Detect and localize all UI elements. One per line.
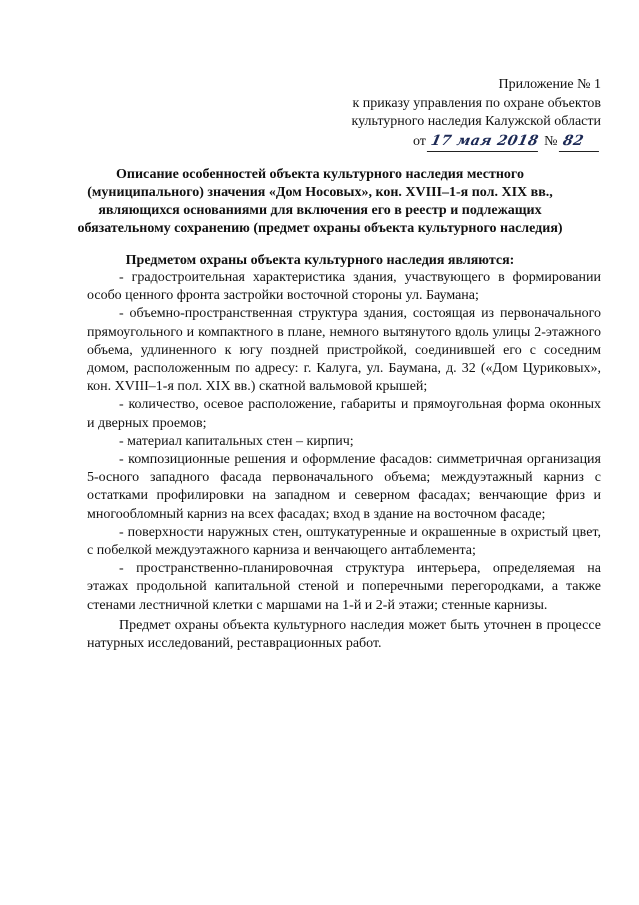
- title-line: являющихся основаниями для включения его в реестр и подлежащих: [98, 203, 542, 218]
- list-item: - градостроительная характеристика здания, участвующего в формировании особо ценного фронта застройки восточной стороны ул. Баумана;: [87, 270, 601, 304]
- closing-paragraph: Предмет охраны объекта культурного наследия может быть уточнен в процессе натурных исследований, реставрационных работ.: [87, 617, 601, 652]
- list-item: - объемно-пространственная структура здания, состоящая из первоначального прямоугольного и компактного в плане, немного вытянутого вдоль улицы 2-этажного объема, удлиненного к югу поздней пристройкой, соединившей его с соседним домом, расположенным по адресу: г. Калуга, ул. Баумана, д. 32 («Дом Цуриковых», кон. XVIII–1-я пол. XIX вв.) скатной вальмовой крышей;: [87, 306, 601, 395]
- appendix-authority: культурного наследия Калужской области: [351, 114, 601, 129]
- title-line: (муниципального) значения «Дом Носовых», кон. XVIII–1-я пол. XIX вв.,: [87, 185, 553, 200]
- list-item: - композиционные решения и оформление фасадов: симметричная организация 5-осного западного фасада первоначального объема; междуэтажный карниз с остатками профилировки на западном и северном фасадах; венчающие фриз и многообломный карниз на всех фасадах; вход в здание на восточном фасаде;: [87, 452, 601, 522]
- document-body: [87, 269, 601, 653]
- handwritten-number: 82: [559, 132, 603, 152]
- title-line: обязательному сохранению (предмет охраны объекта культурного наследия): [77, 221, 563, 236]
- appendix-order-ref: к приказу управления по охране объектов: [352, 95, 601, 111]
- appendix-number: Приложение № 1: [498, 77, 601, 92]
- title-line: Описание особенностей объекта культурного наследия местного: [116, 167, 524, 182]
- appendix-header: [301, 76, 601, 151]
- document-title: [70, 166, 570, 238]
- from-label: от: [412, 133, 426, 149]
- list-item: - пространственно-планировочная структура интерьера, определяемая на этажах продольной капитальной стеной и поперечными перегородками, а также стенами лестничной клетки с маршами на 1-й и 2-й этажи; стенные карнизы.: [87, 561, 601, 613]
- number-label: №: [544, 133, 558, 149]
- appendix-date-row: [301, 132, 601, 152]
- handwritten-date: 17 мая 2018: [427, 132, 542, 152]
- protection-subject-heading: Предметом охраны объекта культурного наследия являются:: [125, 253, 515, 268]
- list-item: - поверхности наружных стен, оштукатуренные и окрашенные в охристый цвет, с побелкой междуэтажного карниза и венчающего антаблемента;: [87, 524, 601, 559]
- list-item: - количество, осевое расположение, габариты и прямоугольная форма оконных и дверных проемов;: [87, 397, 601, 431]
- list-item: - материал капитальных стен – кирпич;: [119, 433, 354, 449]
